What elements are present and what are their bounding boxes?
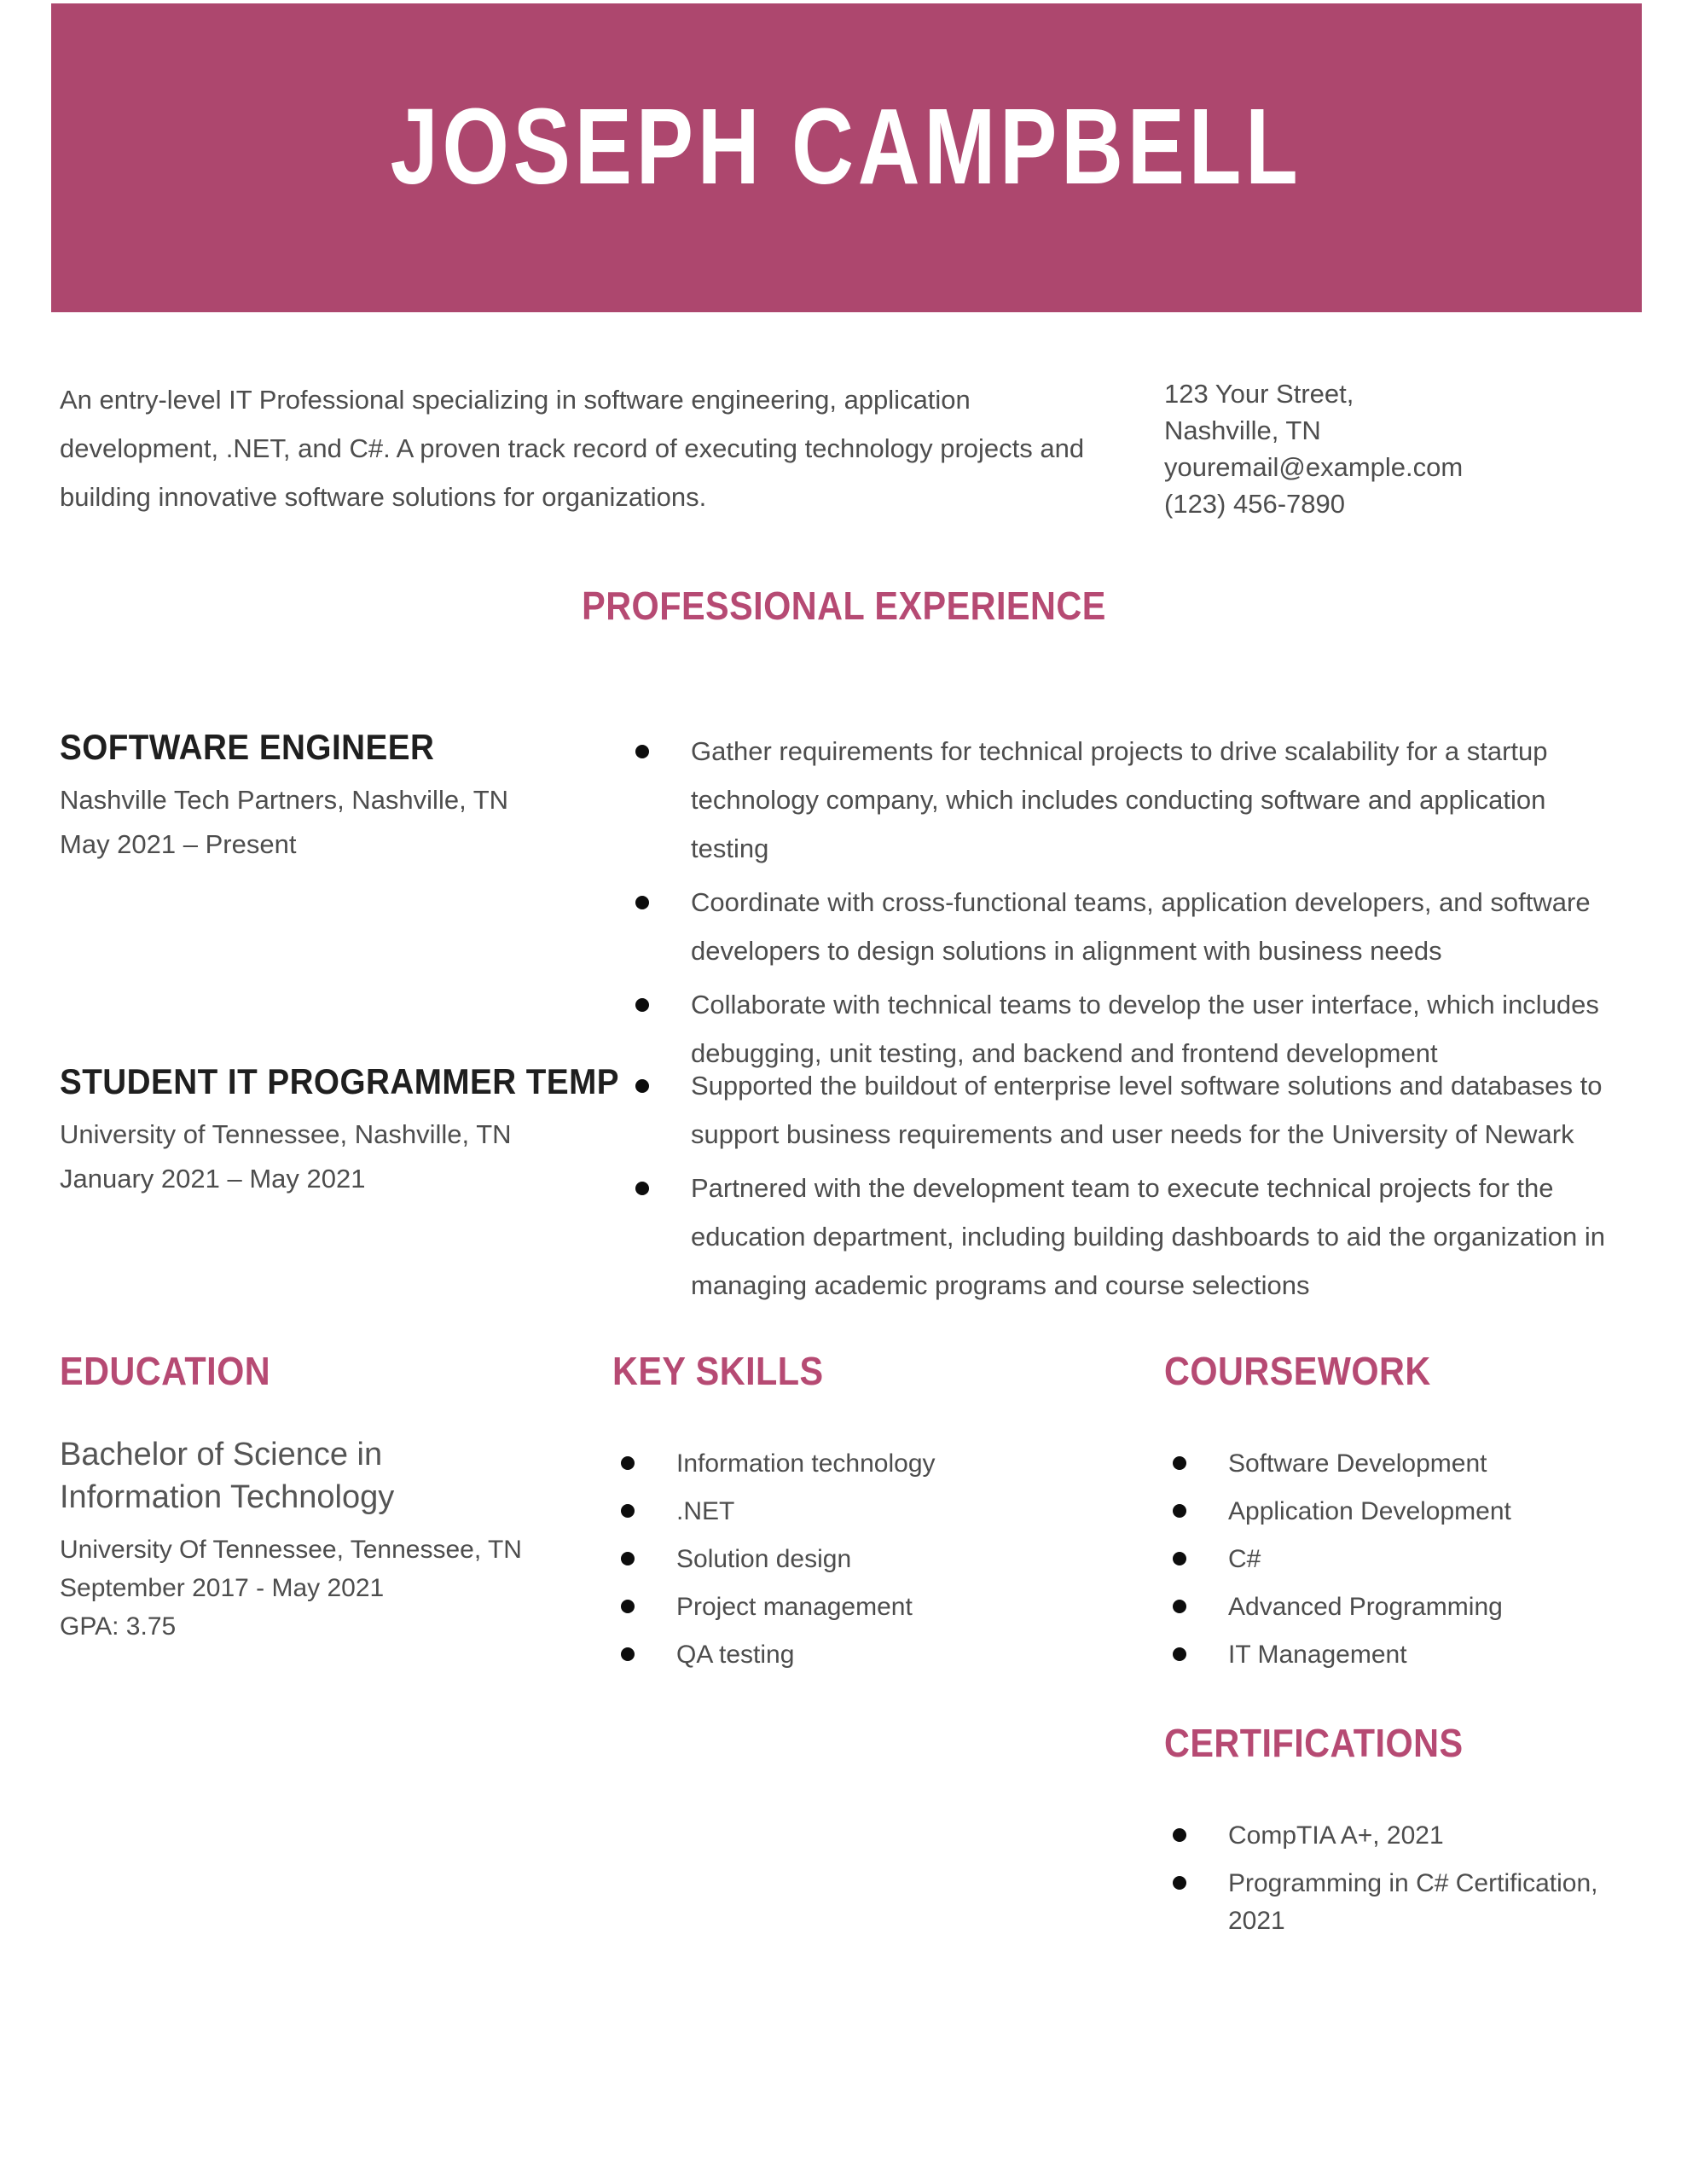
contact-email: youremail@example.com — [1164, 452, 1464, 482]
job-title: STUDENT IT PROGRAMMER TEMP — [60, 1061, 619, 1101]
key-skills-column — [612, 1350, 1164, 1950]
education-school: University Of Tennessee, Tennessee, TN — [60, 1536, 522, 1564]
education-dates: September 2017 - May 2021 — [60, 1574, 385, 1602]
bullet-icon — [621, 1456, 635, 1470]
intro-section — [60, 375, 1636, 522]
bullet-text: Partnered with the development team to execute technical projects for the education department, including building dashboards to aid the organization in managing academic programs and course selections — [691, 1173, 1605, 1300]
coursework-text: Application Development — [1228, 1497, 1511, 1525]
job-entry-student-it-programmer — [60, 1061, 1629, 1315]
job-meta — [60, 1061, 619, 1315]
list-item — [621, 1636, 1164, 1674]
job-dates: January 2021 – May 2021 — [60, 1164, 366, 1194]
coursework-text: IT Management — [1228, 1641, 1407, 1669]
education-meta — [60, 1531, 612, 1646]
header-banner — [51, 3, 1642, 312]
contact-address-line1: 123 Your Street, — [1164, 379, 1354, 409]
list-item — [621, 1493, 1164, 1531]
certifications-heading: CERTIFICATIONS — [1164, 1721, 1464, 1765]
section-professional-experience — [0, 584, 1687, 627]
bullet-text: Supported the buildout of enterprise level software solutions and databases to support business requirements and user needs for the University of Newark — [691, 1071, 1603, 1149]
bullet-icon — [1173, 1552, 1186, 1565]
bullet-icon — [635, 1182, 649, 1195]
job-bullets — [606, 1061, 1629, 1315]
bullet-icon — [1173, 1647, 1186, 1661]
bullet-icon — [635, 1079, 649, 1093]
job-bullets — [606, 727, 1629, 1083]
skill-text: .NET — [676, 1497, 735, 1525]
professional-experience-heading: PROFESSIONAL EXPERIENCE — [581, 584, 1106, 628]
bullet-text: Collaborate with technical teams to develop the user interface, which includes debugging, unit testing, and backend and frontend development — [691, 990, 1599, 1068]
bullet-icon — [1173, 1504, 1186, 1518]
bullet-icon — [621, 1552, 635, 1565]
bullet-icon — [635, 896, 649, 909]
job-meta — [60, 727, 606, 1083]
contact-address-line2: Nashville, TN — [1164, 415, 1321, 445]
education-column — [60, 1350, 612, 1950]
job-dates: May 2021 – Present — [60, 829, 297, 859]
list-item — [1173, 1541, 1638, 1578]
coursework-text: Advanced Programming — [1228, 1593, 1503, 1621]
list-item — [621, 1589, 1164, 1626]
list-item — [606, 1164, 1629, 1310]
coursework-column — [1164, 1350, 1638, 1950]
bullet-icon — [1173, 1600, 1186, 1613]
job-title: SOFTWARE ENGINEER — [60, 727, 435, 767]
bullet-icon — [1173, 1876, 1186, 1890]
bullet-icon — [1173, 1828, 1186, 1842]
job-company: Nashville Tech Partners, Nashville, TN — [60, 785, 509, 815]
skill-text: Information technology — [676, 1449, 936, 1478]
list-item — [606, 727, 1629, 873]
coursework-heading: COURSEWORK — [1164, 1349, 1431, 1393]
job-company: University of Tennessee, Nashville, TN — [60, 1119, 512, 1149]
list-item — [621, 1541, 1164, 1578]
coursework-text: Software Development — [1228, 1449, 1487, 1478]
bullet-icon — [621, 1647, 635, 1661]
bullet-text: Coordinate with cross-functional teams, application developers, and software developers to design solutions in alignment with business needs — [691, 887, 1591, 966]
bottom-sections — [60, 1350, 1638, 1950]
list-item — [1173, 1589, 1638, 1626]
skill-text: QA testing — [676, 1641, 795, 1669]
list-item — [1173, 1636, 1638, 1674]
education-heading: EDUCATION — [60, 1349, 271, 1393]
bullet-icon — [621, 1504, 635, 1518]
list-item — [1173, 1493, 1638, 1531]
list-item — [1173, 1865, 1638, 1940]
list-item — [606, 878, 1629, 975]
certification-text: CompTIA A+, 2021 — [1228, 1821, 1444, 1850]
bullet-icon — [635, 998, 649, 1012]
contact-block — [1164, 375, 1636, 522]
bullet-text: Gather requirements for technical projects to drive scalability for a startup technology company, which includes conducting software and application testing — [691, 736, 1548, 863]
education-gpa: GPA: 3.75 — [60, 1612, 177, 1641]
bullet-icon — [621, 1600, 635, 1613]
certification-text: Programming in C# Certification, 2021 — [1228, 1869, 1598, 1935]
bullet-icon — [1173, 1456, 1186, 1470]
job-entry-software-engineer — [60, 727, 1629, 1083]
contact-phone: (123) 456-7890 — [1164, 489, 1345, 519]
summary-text: An entry-level IT Professional specializing in software engineering, application development, .NET, and C#. A proven track record of executing technology projects and building innovative software solutions for organizations. — [60, 385, 1085, 512]
education-degree: Bachelor of Science in Information Technology — [60, 1437, 395, 1515]
skill-text: Solution design — [676, 1545, 852, 1573]
bullet-icon — [635, 745, 649, 758]
key-skills-heading: KEY SKILLS — [612, 1349, 824, 1393]
coursework-text: C# — [1228, 1545, 1261, 1573]
list-item — [1173, 1817, 1638, 1855]
skill-text: Project management — [676, 1593, 913, 1621]
list-item — [1173, 1445, 1638, 1483]
list-item — [621, 1445, 1164, 1483]
page-title: JOSEPH CAMPBELL — [391, 85, 1302, 206]
list-item — [606, 1061, 1629, 1159]
